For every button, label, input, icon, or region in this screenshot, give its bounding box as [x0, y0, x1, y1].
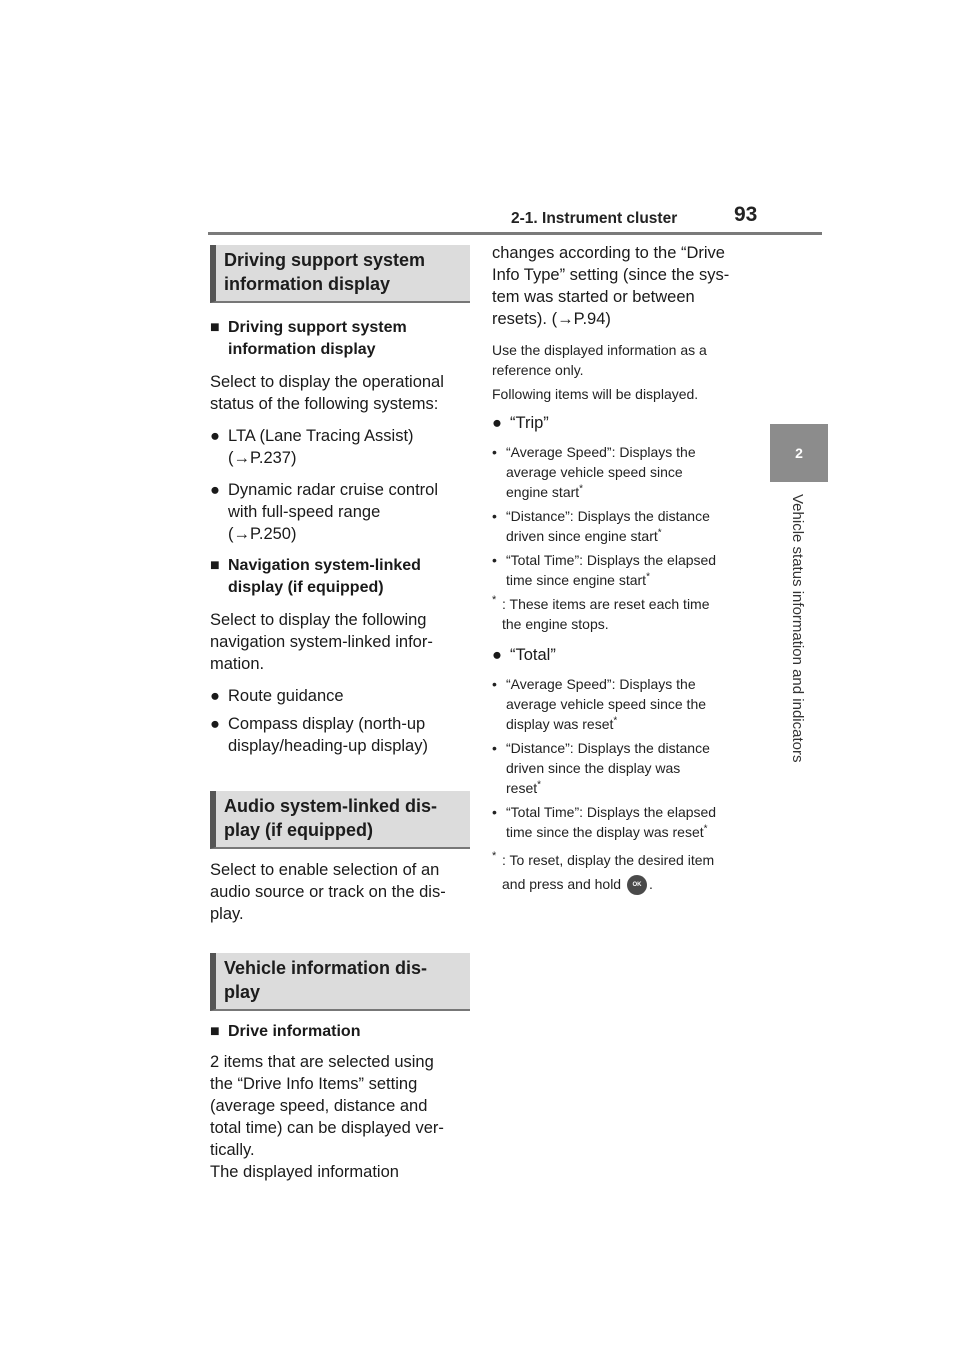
heading-vehicle-info: Vehicle information dis- play	[210, 953, 470, 1011]
bullet-lta: ● LTA (Lane Tracing Assist) (→P.237)	[210, 427, 414, 467]
paragraph-drive-info-type: changes according to the “Drive Info Type” setting (since the sys- tem was started or between resets). (→P.94)	[492, 244, 730, 328]
total-item-distance: • “Distance”: Displays the distance driven since the display was reset*	[492, 740, 710, 796]
chapter-tab[interactable]: 2	[770, 424, 828, 482]
header-rule	[208, 232, 822, 235]
heading-driving-support: Driving support system information display	[210, 245, 470, 303]
bullet-trip: ● “Trip”	[492, 414, 549, 432]
subheading-driving-support: ■ Driving support system information display	[210, 319, 407, 358]
total-item-total-time: • “Total Time”: Displays the elapsed time since the display was reset*	[492, 804, 717, 840]
note-following-items: Following items will be displayed.	[492, 386, 699, 402]
bullet-route-guidance: ● Route guidance	[210, 687, 344, 705]
paragraph-audio-selection: Select to enable selection of an audio source or track on the dis- play.	[210, 861, 446, 923]
note-reference-only: Use the displayed information as a reference only.	[492, 342, 707, 378]
total-item-average-speed: • “Average Speed”: Displays the average vehicle speed since the display was reset*	[492, 676, 707, 732]
trip-item-total-time: • “Total Time”: Displays the elapsed time since engine start*	[492, 552, 717, 588]
trip-item-average-speed: • “Average Speed”: Displays the average vehicle speed since engine start*	[492, 444, 696, 500]
section-title: 2-1. Instrument cluster	[511, 210, 678, 227]
bullet-total: ● “Total”	[492, 646, 556, 664]
paragraph-drive-info: 2 items that are selected using the “Drive Info Items” setting (average speed, distance and total time) can be displayed ver- tically. The displayed information	[210, 1053, 444, 1181]
subheading-navigation-linked: ■ Navigation system-linked display (if equipped)	[210, 557, 421, 596]
trip-footnote: * : These items are reset each time the engine stops.	[492, 594, 710, 632]
left-column	[210, 245, 470, 1183]
page-number: 93	[734, 203, 758, 226]
right-column	[492, 242, 752, 895]
bullet-radar-cruise: ● Dynamic radar cruise control with full-speed range (→P.250)	[210, 481, 438, 543]
reset-footnote: * : To reset, display the desired item and press and hold OK .	[492, 850, 752, 895]
trip-item-distance: • “Distance”: Displays the distance driven since engine start*	[492, 508, 710, 544]
paragraph-navigation-info: Select to display the following navigation system-linked infor- mation.	[210, 611, 433, 673]
bullet-compass-display: ● Compass display (north-up display/heading-up display)	[210, 715, 428, 755]
ok-button-icon: OK	[627, 875, 647, 895]
chapter-side-label: Vehicle status information and indicators	[789, 494, 806, 763]
subheading-drive-info: ■ Drive information	[210, 1023, 361, 1040]
heading-audio-linked: Audio system-linked dis- play (if equipped)	[210, 791, 470, 849]
paragraph-operational-status: Select to display the operational status of the following systems:	[210, 373, 444, 413]
